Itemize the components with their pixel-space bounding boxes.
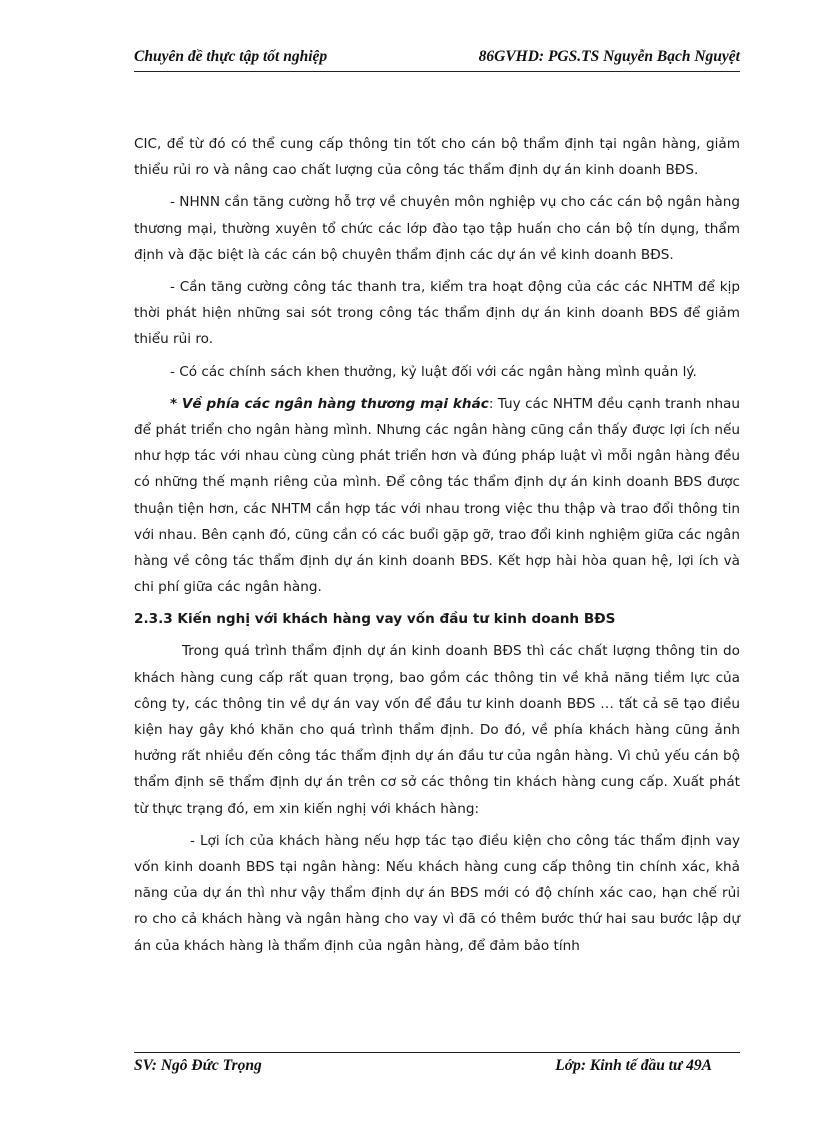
paragraph-7: - Lợi ích của khách hàng nếu hợp tác tạo điều kiện cho công tác thẩm định vay vốn kinh doanh BĐS tại ngân hàng: Nếu khách hàng cung cấp thông tin chính xác, khả năng của dự án thì như vậy thẩm định dự án BĐS mới có độ chính xác cao, hạn chế rủi ro cho cả khách hàng và ngân hàng cho vay vì đã có thêm bước thứ hai sau bước lập dự án của khách hàng là thẩm định của ngân hàng, để đảm bảo tính (134, 832, 740, 954)
document-body (134, 131, 740, 965)
section-heading: 2.3.3 Kiến nghị với khách hàng vay vốn đầu tư kinh doanh BĐS (134, 611, 616, 628)
paragraph-2: - NHNN cần tăng cường hỗ trợ về chuyên môn nghiệp vụ cho các cán bộ ngân hàng thương mại, thường xuyên tổ chức các lớp đào tạo tập huấn cho cán bộ tín dụng, thẩm định và đặc biệt là các cán bộ chuyên thẩm định các dự án về kinh doanh BĐS. (134, 194, 740, 263)
header-title: Chuyên đề thực tập tốt nghiệp (134, 48, 328, 65)
paragraph-5-lead: * Về phía các ngân hàng thương mại khác (170, 395, 489, 412)
header-advisor: 86GVHD: PGS.TS Nguyễn Bạch Nguyệt (478, 48, 740, 65)
paragraph-5 (134, 391, 740, 601)
paragraph-4: - Có các chính sách khen thưởng, kỷ luật đối với các ngân hàng mình quản lý. (170, 363, 697, 380)
paragraph-3: - Cần tăng cường công tác thanh tra, kiểm tra hoạt động của các các NHTM để kịp thời phát hiện những sai sót trong công tác thẩm định dự án kinh doanh BĐS để giảm thiểu rủi ro. (134, 279, 740, 348)
paragraph-5-text: : Tuy các NHTM đều cạnh tranh nhau để phát triển cho ngân hàng mình. Nhưng các ngân hàng cũng cần thấy được lợi ích nếu như hợp tác với nhau cùng cùng phát triển hơn và đúng pháp luật vì mỗi ngân hàng đều có những thế mạnh riêng của mình. Để công tác thẩm định dự án kinh doanh BĐS được thuận tiện hơn, các NHTM cần hợp tác với nhau trong việc thu thập và trao đổi thông tin với nhau. Bên cạnh đó, cũng cần có các buổi gặp gỡ, trao đổi kinh nghiệm giữa các ngân hàng về công tác thẩm định dự án kinh doanh BĐS. Kết hợp hài hòa quan hệ, lợi ích và chi phí giữa các ngân hàng. (134, 395, 740, 596)
footer-class: Lớp: Kinh tế đầu tư 49A (555, 1057, 712, 1074)
footer-student: SV: Ngô Đức Trọng (134, 1057, 262, 1074)
paragraph-6: Trong quá trình thẩm định dự án kinh doanh BĐS thì các chất lượng thông tin do khách hàng cung cấp rất quan trọng, bao gồm các thông tin về khả năng tiềm lực của công ty, các thông tin về dự án vay vốn để đầu tư kinh doanh BĐS … tất cả sẽ tạo điều kiện hay gây khó khăn cho quá trình thẩm định. Do đó, về phía khách hàng cũng ảnh hưởng rất nhiều đến công tác thẩm định dự án đầu tư của ngân hàng. Vì chủ yếu cán bộ thẩm định sẽ thẩm định dự án trên cơ sở các thông tin khách hàng cung cấp. Xuất phát từ thực trạng đó, em xin kiến nghị với khách hàng: (134, 643, 740, 817)
header-divider (134, 71, 740, 72)
paragraph-1: CIC, để từ đó có thể cung cấp thông tin tốt cho cán bộ thẩm định tại ngân hàng, giảm thiểu rủi ro và nâng cao chất lượng của công tác thẩm định dự án kinh doanh BĐS. (134, 136, 740, 179)
footer-divider (134, 1052, 740, 1053)
